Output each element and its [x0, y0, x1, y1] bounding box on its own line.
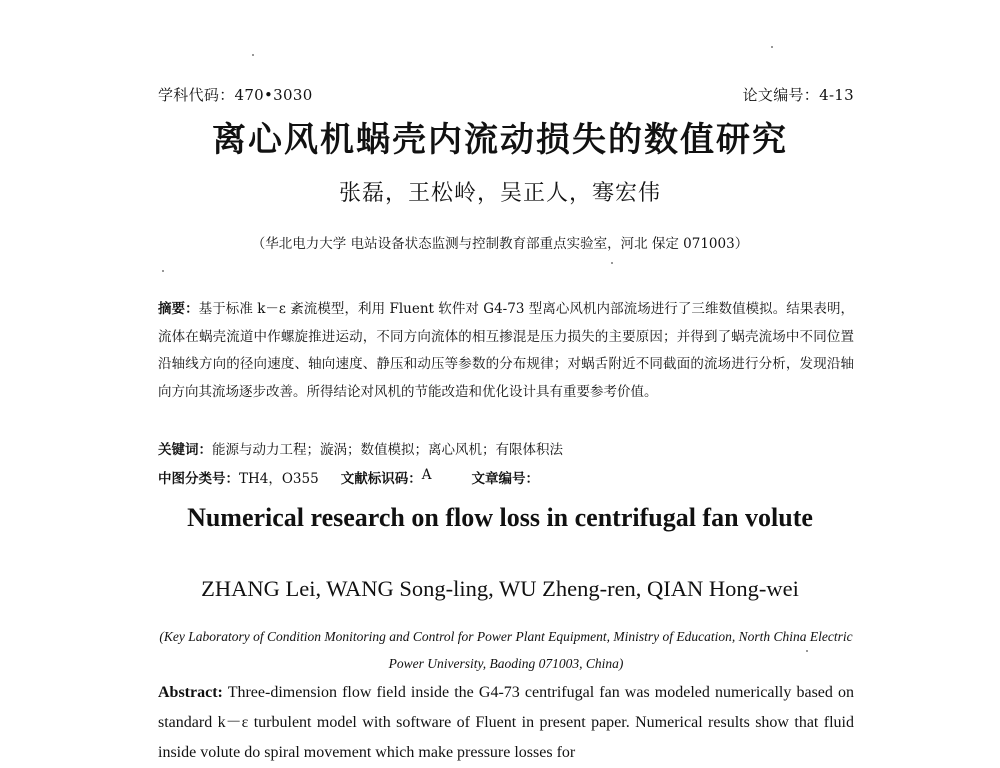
- abstract-en-text: Three-dimension flow field inside the G4-73 centrifugal fan was modeled numerically based on standard k－ε turbulent model with software of Fluent in present paper. Numerical results show that fluid inside volute do spiral movement which make pressure losses for: [158, 684, 854, 761]
- abstract-cn-label: 摘要：: [158, 301, 199, 317]
- classification-row: [158, 467, 854, 487]
- abstract-en-label: Abstract:: [158, 684, 223, 701]
- authors-english: ZHANG Lei, WANG Song-ling, WU Zheng-ren, QIAN Hong-wei: [201, 576, 799, 601]
- doc-code-value: A: [421, 467, 432, 483]
- scan-speck: [162, 270, 164, 272]
- scan-speck: [771, 46, 773, 48]
- clc-value: TH4，O355: [239, 471, 319, 487]
- affiliation-english: (Key Laboratory of Condition Monitoring and Control for Power Plant Equipment, Ministry of Education, North China Electric Power University, Baoding 071003, China): [159, 629, 853, 671]
- abstract-chinese: [158, 296, 854, 406]
- affiliation-chinese: （华北电力大学 电站设备状态监测与控制教育部重点实验室，河北 保定 071003）: [251, 236, 749, 252]
- keywords-chinese: [158, 438, 854, 458]
- abstract-english: [158, 678, 854, 768]
- clc-label: 中图分类号：: [158, 471, 239, 487]
- header-meta-row: [158, 84, 854, 105]
- subject-code: 学科代码：470•3030: [158, 86, 313, 104]
- keywords-label: 关键词：: [158, 442, 212, 458]
- abstract-cn-text: 基于标准 k－ε 紊流模型，利用 Fluent 软件对 G4-73 型离心风机内部流场进行了三维数值模拟。结果表明，流体在蜗壳流道中作螺旋推进运动，不同方向流体的相互掺混是压力损失的主要原因；并得到了蜗壳流场中不同位置沿轴线方向的径向速度、轴向速度、静压和动压等参数的分布规律；对蜗舌附近不同截面的流场进行分析，发现沿轴向方向其流场逐步改善。所得结论对风机的节能改造和优化设计具有重要参考价值。: [158, 301, 855, 400]
- scan-speck: [252, 54, 254, 56]
- keywords-text: 能源与动力工程；漩涡；数值模拟；离心风机；有限体积法: [212, 442, 563, 458]
- scan-speck: [611, 262, 613, 264]
- title-chinese: 离心风机蜗壳内流动损失的数值研究: [212, 120, 788, 160]
- article-number-label: 文章编号：: [471, 471, 539, 487]
- title-english: Numerical research on flow loss in centrifugal fan volute: [187, 503, 813, 532]
- doc-code-label: 文献标识码：: [340, 471, 422, 487]
- paper-number: 论文编号：4-13: [742, 86, 854, 104]
- authors-chinese: 张磊，王松岭，吴正人，骞宏伟: [338, 181, 661, 206]
